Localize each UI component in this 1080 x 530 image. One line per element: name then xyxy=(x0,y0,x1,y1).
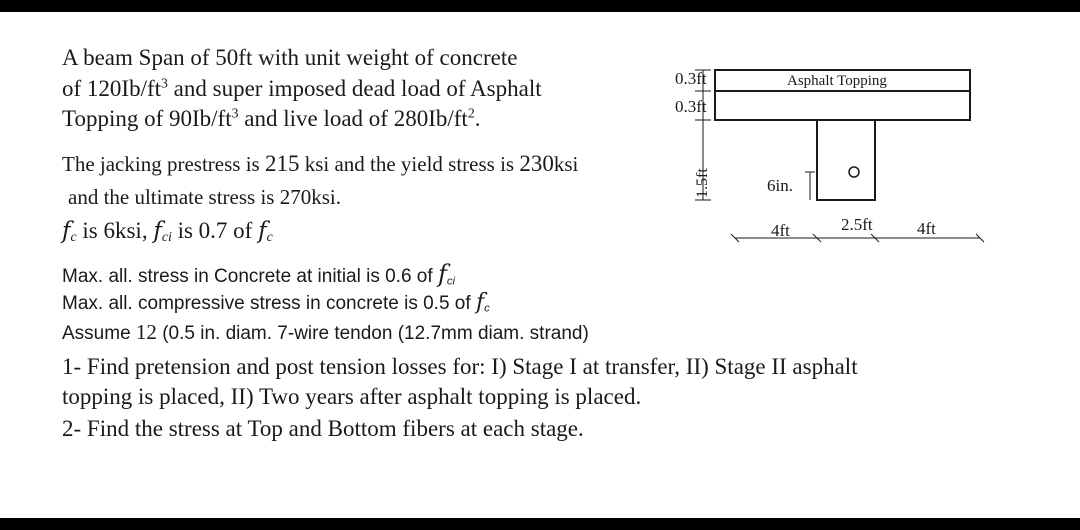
tendon-circle xyxy=(849,167,859,177)
exponent: 3 xyxy=(231,105,239,121)
top-border xyxy=(0,0,1080,12)
assume-text: Assume xyxy=(62,323,136,344)
unit-ksi: ksi xyxy=(553,152,579,176)
fci-text: is 0.7 of xyxy=(171,218,259,243)
problem-line-2 xyxy=(62,77,542,100)
fc-symbol: f xyxy=(258,218,267,244)
task-2-line xyxy=(62,417,584,440)
live-load-text: and live load of 280Ib/ft xyxy=(238,106,468,131)
dim-left-overhang: 4ft xyxy=(771,221,790,240)
bottom-border xyxy=(0,518,1080,530)
fci-subscript: ci xyxy=(446,275,456,288)
fc-symbol: f xyxy=(62,218,71,244)
jacking-line xyxy=(62,152,578,175)
fci-symbol: f xyxy=(153,218,162,244)
dim-right-overhang: 4ft xyxy=(917,219,936,238)
yield-value: 230 xyxy=(519,151,554,176)
flange xyxy=(715,91,970,120)
yield-text: ksi and the yield stress is xyxy=(299,152,520,176)
exponent: 3 xyxy=(161,75,168,91)
fc-line xyxy=(62,219,273,243)
task-1-line-2 xyxy=(62,385,641,408)
task-1-text-cont: topping is placed, II) Two years after asphalt topping is placed. xyxy=(62,384,642,409)
web xyxy=(817,120,875,200)
unit-weight-text: of 120Ib/ft xyxy=(62,76,162,101)
dim-top-2: 0.3ft xyxy=(675,97,707,116)
task-2-text: 2- Find the stress at Top and Bottom fibers at each stage. xyxy=(62,416,584,441)
fc-subscript: c xyxy=(484,302,490,315)
fc-symbol: f xyxy=(475,290,485,315)
problem-line-3 xyxy=(62,107,480,130)
ultimate-text: and the ultimate stress is 270ksi. xyxy=(68,185,341,209)
task-1-line-1 xyxy=(62,355,858,378)
fc-text: is 6ksi, xyxy=(76,218,154,243)
tendon-description: (0.5 in. diam. 7-wire tendon (12.7mm diam. strand) xyxy=(156,323,589,344)
asphalt-topping-label: Asphalt Topping xyxy=(787,73,887,89)
problem-line-1-text: A beam Span of 50ft with unit weight of concrete xyxy=(62,45,518,70)
allowable-compressive-text: Max. all. compressive stress in concrete is 0.5 of xyxy=(62,293,476,314)
ultimate-line xyxy=(68,187,341,208)
jacking-text: The jacking prestress is xyxy=(62,152,265,176)
fci-subscript: ci xyxy=(161,228,172,244)
asphalt-weight-text: Topping of 90Ib/ft xyxy=(62,106,232,131)
fc-subscript: c xyxy=(70,228,77,244)
fc-subscript: c xyxy=(266,228,273,244)
dim-web-width: 2.5ft xyxy=(841,215,873,234)
allowable-initial-text: Max. all. stress in Concrete at initial is 0.6 of xyxy=(62,266,438,287)
dim-height: 1.5ft xyxy=(694,168,711,198)
tendon-count: 12 xyxy=(135,320,157,344)
allowable-compressive-line xyxy=(62,292,490,314)
jacking-value: 215 xyxy=(264,151,300,176)
task-1-text: 1- Find pretension and post tension losses for: I) Stage I at transfer, II) Stage II asphalt xyxy=(62,354,858,379)
allowable-initial-line xyxy=(62,262,455,286)
assume-line xyxy=(62,322,589,343)
exponent: 2 xyxy=(467,105,475,121)
fci-symbol: f xyxy=(437,260,447,288)
period: . xyxy=(474,106,481,131)
dead-load-text: and super imposed dead load of Asphalt xyxy=(167,76,542,101)
beam-cross-section-figure xyxy=(655,60,985,250)
dim-top-1: 0.3ft xyxy=(675,69,707,88)
problem-line-1 xyxy=(62,46,517,69)
dim-tendon: 6in. xyxy=(767,176,793,195)
